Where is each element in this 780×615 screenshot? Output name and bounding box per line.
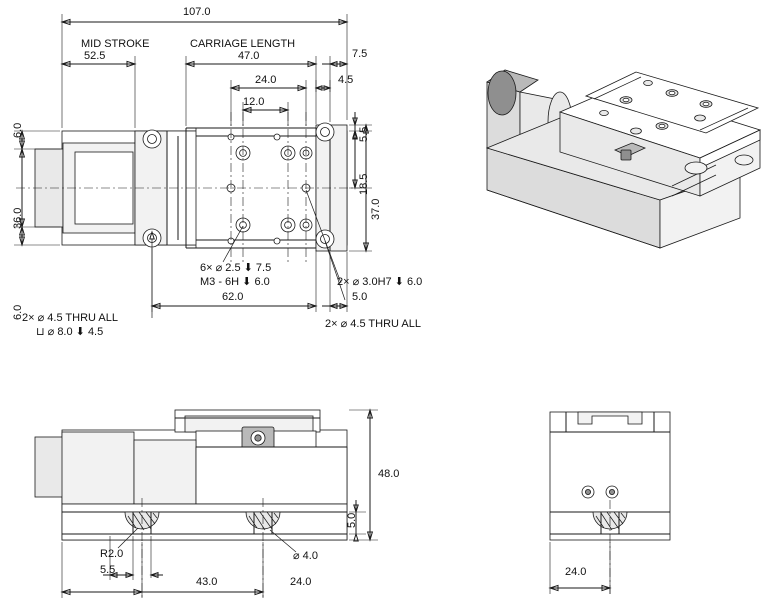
dim-6-0-upper: 6.0 bbox=[12, 122, 24, 138]
dim-4-5-top: 4.5 bbox=[338, 74, 354, 86]
callout-thru: 2× ⌀ 4.5 THRU ALL bbox=[325, 318, 421, 330]
dim-overall-length: 107.0 bbox=[183, 6, 211, 18]
callout-6x-line1: 6× ⌀ 2.5 ⬇ 7.5 bbox=[200, 262, 272, 274]
dim-24-0-top: 24.0 bbox=[255, 74, 277, 86]
label-carriage-length: CARRIAGE LENGTH bbox=[190, 38, 296, 50]
dim-43-0: 43.0 bbox=[196, 576, 218, 588]
dim-7-5-top: 7.5 bbox=[352, 48, 368, 60]
dim-carriage-length: 47.0 bbox=[238, 50, 260, 62]
dim-5-5-front: 5.5 bbox=[100, 564, 116, 576]
dim-18-5-top: 18.5 bbox=[358, 173, 370, 195]
dim-mid-stroke: 52.5 bbox=[84, 50, 106, 62]
dim-6-0-lower: 6.0 bbox=[12, 304, 24, 320]
dim-5-0-front: 5.0 bbox=[346, 512, 358, 528]
callout-cbore-line1: 2× ⌀ 4.5 THRU ALL bbox=[22, 312, 118, 324]
isometric-view-geometry bbox=[487, 70, 760, 248]
dim-24-0-front: 24.0 bbox=[290, 576, 312, 588]
dim-5-5-top: 5.5 bbox=[358, 126, 370, 142]
dim-37-0-top: 37.0 bbox=[370, 198, 382, 220]
dim-12-0-top: 12.0 bbox=[243, 96, 265, 108]
label-mid-stroke: MID STROKE bbox=[81, 38, 150, 50]
dim-36-0: 36.0 bbox=[12, 207, 24, 229]
front-view-geometry bbox=[35, 410, 347, 598]
dim-48-0: 48.0 bbox=[378, 468, 400, 480]
top-view-geometry bbox=[16, 112, 360, 262]
dim-dia-4-0: ⌀ 4.0 bbox=[293, 550, 318, 562]
dim-24-0-side: 24.0 bbox=[565, 566, 587, 578]
dim-5-0-top: 5.0 bbox=[352, 291, 368, 303]
dim-r2-0: R2.0 bbox=[100, 548, 124, 560]
callout-cbore-line2: ⊔ ⌀ 8.0 ⬇ 4.5 bbox=[36, 326, 104, 338]
callout-6x-line2: M3 - 6H ⬇ 6.0 bbox=[200, 276, 270, 288]
callout-dowel: 2× ⌀ 3.0H7 ⬇ 6.0 bbox=[337, 276, 423, 288]
dim-62-0: 62.0 bbox=[222, 291, 244, 303]
